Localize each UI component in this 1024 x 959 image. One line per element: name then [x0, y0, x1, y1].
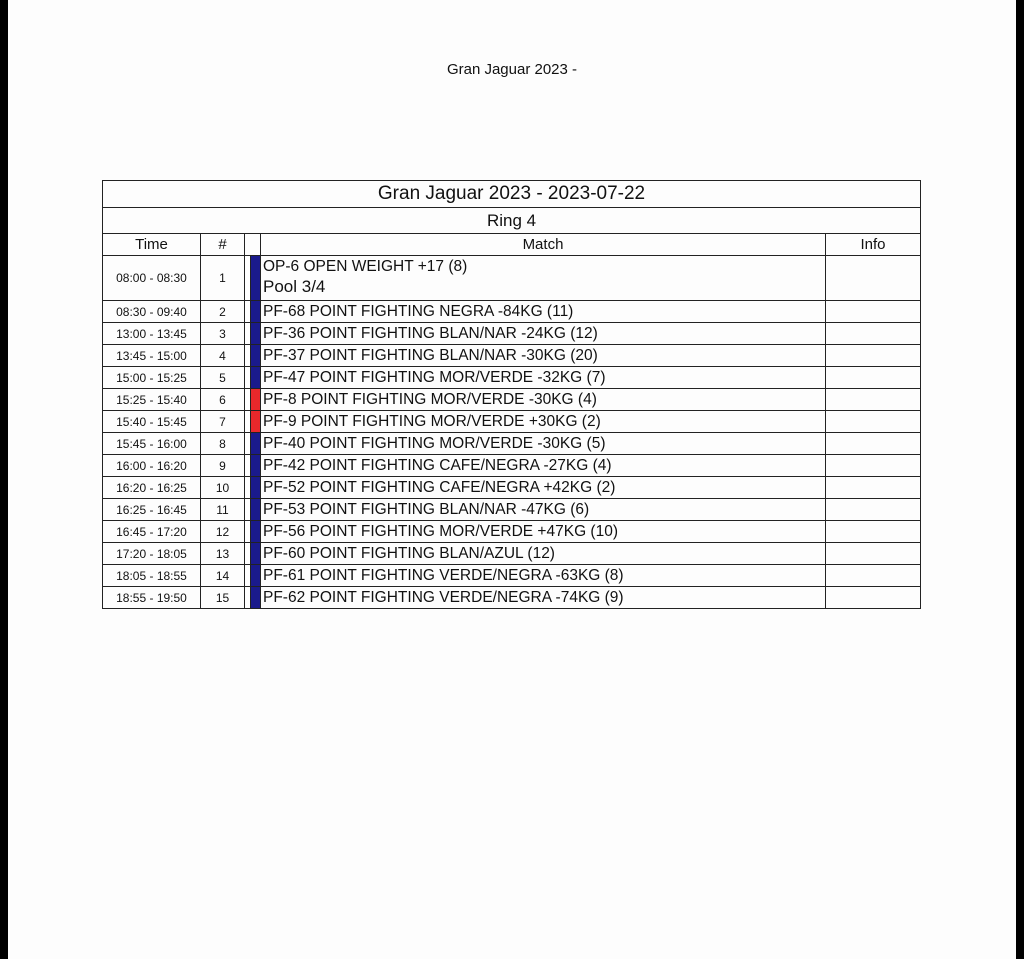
column-header-time: Time — [103, 234, 201, 256]
row-match — [261, 367, 826, 389]
row-match — [261, 256, 826, 301]
column-header-row — [103, 234, 921, 256]
row-time: 17:20 - 18:05 — [103, 543, 201, 565]
match-label: PF-60 POINT FIGHTING BLAN/AZUL (12) — [263, 544, 555, 562]
row-number: 12 — [201, 521, 245, 543]
row-match — [261, 301, 826, 323]
row-info — [826, 521, 921, 543]
match-label: PF-56 POINT FIGHTING MOR/VERDE +47KG (10) — [263, 522, 618, 540]
match-label: PF-36 POINT FIGHTING BLAN/NAR -24KG (12) — [263, 324, 598, 342]
row-info — [826, 345, 921, 367]
row-info — [826, 323, 921, 345]
row-number: 14 — [201, 565, 245, 587]
match-label: PF-40 POINT FIGHTING MOR/VERDE -30KG (5) — [263, 434, 606, 452]
row-info — [826, 256, 921, 301]
column-header-color — [245, 234, 261, 256]
page-header: Gran Jaguar 2023 - — [446, 61, 578, 78]
row-match — [261, 543, 826, 565]
row-time: 15:45 - 16:00 — [103, 433, 201, 455]
row-match — [261, 411, 826, 433]
row-number: 1 — [201, 256, 245, 301]
status-marker-red — [251, 411, 261, 433]
match-label: PF-61 POINT FIGHTING VERDE/NEGRA -63KG (8) — [263, 566, 624, 584]
row-info — [826, 301, 921, 323]
row-number: 15 — [201, 587, 245, 609]
match-label: PF-62 POINT FIGHTING VERDE/NEGRA -74KG (9) — [263, 588, 624, 606]
row-time: 16:45 - 17:20 — [103, 521, 201, 543]
row-info — [826, 455, 921, 477]
ring-row — [103, 208, 921, 234]
row-time: 08:30 - 09:40 — [103, 301, 201, 323]
row-match — [261, 587, 826, 609]
row-number: 13 — [201, 543, 245, 565]
row-match — [261, 477, 826, 499]
match-label: PF-68 POINT FIGHTING NEGRA -84KG (11) — [263, 302, 574, 320]
table-row — [103, 301, 921, 323]
table-row — [103, 587, 921, 609]
row-info — [826, 587, 921, 609]
row-match — [261, 521, 826, 543]
row-match — [261, 345, 826, 367]
row-time: 18:55 - 19:50 — [103, 587, 201, 609]
row-info — [826, 411, 921, 433]
status-marker-red — [251, 389, 261, 411]
row-match — [261, 323, 826, 345]
match-label: PF-52 POINT FIGHTING CAFE/NEGRA +42KG (2) — [263, 478, 616, 496]
row-number: 5 — [201, 367, 245, 389]
ring-label: Ring 4 — [103, 208, 921, 234]
row-number: 11 — [201, 499, 245, 521]
table-row — [103, 455, 921, 477]
table-row — [103, 521, 921, 543]
row-number: 8 — [201, 433, 245, 455]
pool-label: Pool 3/4 — [263, 277, 326, 296]
row-number: 6 — [201, 389, 245, 411]
match-label: PF-37 POINT FIGHTING BLAN/NAR -30KG (20) — [263, 346, 598, 364]
match-label: PF-53 POINT FIGHTING BLAN/NAR -47KG (6) — [263, 500, 590, 518]
status-marker-blue — [251, 455, 261, 477]
row-info — [826, 389, 921, 411]
table-row — [103, 477, 921, 499]
table-row — [103, 411, 921, 433]
row-info — [826, 367, 921, 389]
row-match — [261, 455, 826, 477]
table-row — [103, 345, 921, 367]
row-match — [261, 565, 826, 587]
status-marker-blue — [251, 499, 261, 521]
status-marker-blue — [251, 543, 261, 565]
table-row — [103, 389, 921, 411]
document-page — [8, 0, 1016, 959]
row-time: 08:00 - 08:30 — [103, 256, 201, 301]
schedule-table — [102, 180, 921, 609]
match-label: PF-47 POINT FIGHTING MOR/VERDE -32KG (7) — [263, 368, 606, 386]
row-time: 16:20 - 16:25 — [103, 477, 201, 499]
row-number: 3 — [201, 323, 245, 345]
table-row — [103, 433, 921, 455]
row-info — [826, 499, 921, 521]
status-marker-blue — [251, 367, 261, 389]
row-time: 13:00 - 13:45 — [103, 323, 201, 345]
match-label: PF-8 POINT FIGHTING MOR/VERDE -30KG (4) — [263, 390, 597, 408]
table-row — [103, 256, 921, 301]
status-marker-blue — [251, 433, 261, 455]
match-label: PF-42 POINT FIGHTING CAFE/NEGRA -27KG (4) — [263, 456, 612, 474]
row-number: 7 — [201, 411, 245, 433]
table-row — [103, 323, 921, 345]
column-header-match: Match — [261, 234, 826, 256]
status-marker-blue — [251, 256, 261, 301]
row-match — [261, 499, 826, 521]
row-time: 13:45 - 15:00 — [103, 345, 201, 367]
match-label: OP-6 OPEN WEIGHT +17 (8) — [263, 258, 468, 275]
status-marker-blue — [251, 521, 261, 543]
status-marker-blue — [251, 565, 261, 587]
table-row — [103, 499, 921, 521]
table-row — [103, 543, 921, 565]
row-match — [261, 389, 826, 411]
row-time: 15:00 - 15:25 — [103, 367, 201, 389]
status-marker-blue — [251, 323, 261, 345]
table-row — [103, 565, 921, 587]
row-number: 2 — [201, 301, 245, 323]
column-header-number: # — [201, 234, 245, 256]
status-marker-blue — [251, 477, 261, 499]
row-time: 18:05 - 18:55 — [103, 565, 201, 587]
table-title-row — [103, 181, 921, 208]
status-marker-blue — [251, 301, 261, 323]
row-info — [826, 543, 921, 565]
status-marker-blue — [251, 587, 261, 609]
row-info — [826, 565, 921, 587]
row-match — [261, 433, 826, 455]
row-time: 15:25 - 15:40 — [103, 389, 201, 411]
row-time: 16:00 - 16:20 — [103, 455, 201, 477]
row-time: 16:25 - 16:45 — [103, 499, 201, 521]
row-number: 9 — [201, 455, 245, 477]
row-info — [826, 433, 921, 455]
table-title: Gran Jaguar 2023 - 2023-07-22 — [103, 181, 921, 208]
table-row — [103, 367, 921, 389]
column-header-info: Info — [826, 234, 921, 256]
match-label: PF-9 POINT FIGHTING MOR/VERDE +30KG (2) — [263, 412, 601, 430]
status-marker-blue — [251, 345, 261, 367]
row-number: 4 — [201, 345, 245, 367]
row-number: 10 — [201, 477, 245, 499]
row-time: 15:40 - 15:45 — [103, 411, 201, 433]
row-info — [826, 477, 921, 499]
